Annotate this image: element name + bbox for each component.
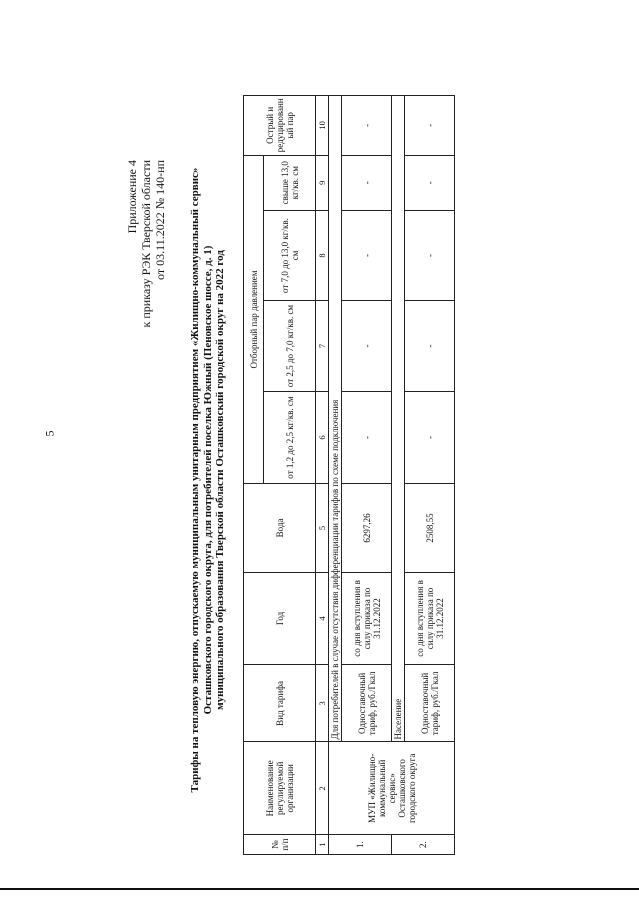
header-water: Вода: [244, 484, 316, 572]
col-number: 1: [316, 835, 329, 855]
appendix-header: [125, 160, 167, 460]
header-sharp-steam: Острый и редуцированный пар: [244, 96, 316, 156]
col-number: 7: [316, 301, 329, 391]
row-1-water: 6297,26: [342, 484, 392, 572]
col-number: 6: [316, 391, 329, 484]
header-steam-3: от 7,0 до 13,0 кг/кв. см: [264, 210, 316, 300]
row-2-steam-4: -: [405, 155, 455, 210]
col-number: 9: [316, 155, 329, 210]
title-line-3: муниципального образования Тверской области Осташковский городской округ на 2022 год: [214, 250, 226, 710]
row-1-kind: Одноставочный тариф, руб./Гкал: [342, 665, 392, 742]
footer-divider: [0, 888, 639, 890]
col-number: 8: [316, 210, 329, 300]
col-number: 10: [316, 96, 329, 156]
row-1-steam-3: -: [342, 210, 392, 300]
title-line-2: Осташковского городского округа, для потребителей поселка Южный (Пеновское шоссе, д. 1): [201, 245, 214, 715]
rotated-page-content: [125, 100, 639, 860]
row-1-sharp: -: [342, 96, 392, 156]
col-number: 5: [316, 484, 329, 572]
row-1-year: со дня вступления в силу приказа по 31.12.2022: [342, 572, 392, 665]
page-number: 5: [42, 430, 57, 437]
appendix-line-1: Приложение 4: [125, 160, 139, 234]
row-2-water: 2508,55: [405, 484, 455, 572]
header-num: № п/п: [244, 835, 316, 855]
header-steam-2: от 2,5 до 7,0 кг/кв. см: [264, 301, 316, 391]
row-2-steam-2: -: [405, 301, 455, 391]
document-title: [189, 100, 227, 860]
organization-name: МУП «Жилищно-коммунальный сервис» Осташковского городского округа: [329, 742, 455, 835]
header-steam-4: свыше 13,0 кг/кв. см: [264, 155, 316, 210]
header-steam-group: Отборный пар давлением: [244, 155, 264, 484]
appendix-line-3: от 03.11.2022 № 140-нп: [153, 160, 167, 280]
col-number: 2: [316, 742, 329, 835]
row-1-steam-2: -: [342, 301, 392, 391]
appendix-line-2: к приказу РЭК Тверской области: [139, 160, 153, 328]
row-1-steam-1: -: [342, 391, 392, 484]
tariff-table: [243, 95, 455, 855]
row-2-kind: Одноставочный тариф, руб./Гкал: [405, 665, 455, 742]
header-steam-1: от 1,2 до 2,5 кг/кв. см: [264, 391, 316, 484]
row-2-num: 2.: [392, 835, 455, 855]
row-1-steam-4: -: [342, 155, 392, 210]
header-year: Год: [244, 572, 316, 665]
col-number: 3: [316, 665, 329, 742]
row-2-steam-3: -: [405, 210, 455, 300]
row-2-year: со дня вступления в силу приказа по 31.12.2022: [405, 572, 455, 665]
header-kind: Вид тарифа: [244, 665, 316, 742]
section-no-differentiation: Для потребителей в случае отсутствия дифференциации тарифов по схеме подключения: [329, 96, 342, 743]
row-2-steam-1: -: [405, 391, 455, 484]
title-line-1: Тарифы на тепловую энергию, отпускаемую муниципальным унитарным предприятием «Жилищно-коммунальный сервис»: [189, 167, 201, 793]
section-population: Население: [392, 96, 405, 743]
col-number: 4: [316, 572, 329, 665]
header-org: Наименование регулируемой организации: [244, 742, 316, 835]
row-1-num: 1.: [329, 835, 392, 855]
row-2-sharp: -: [405, 96, 455, 156]
